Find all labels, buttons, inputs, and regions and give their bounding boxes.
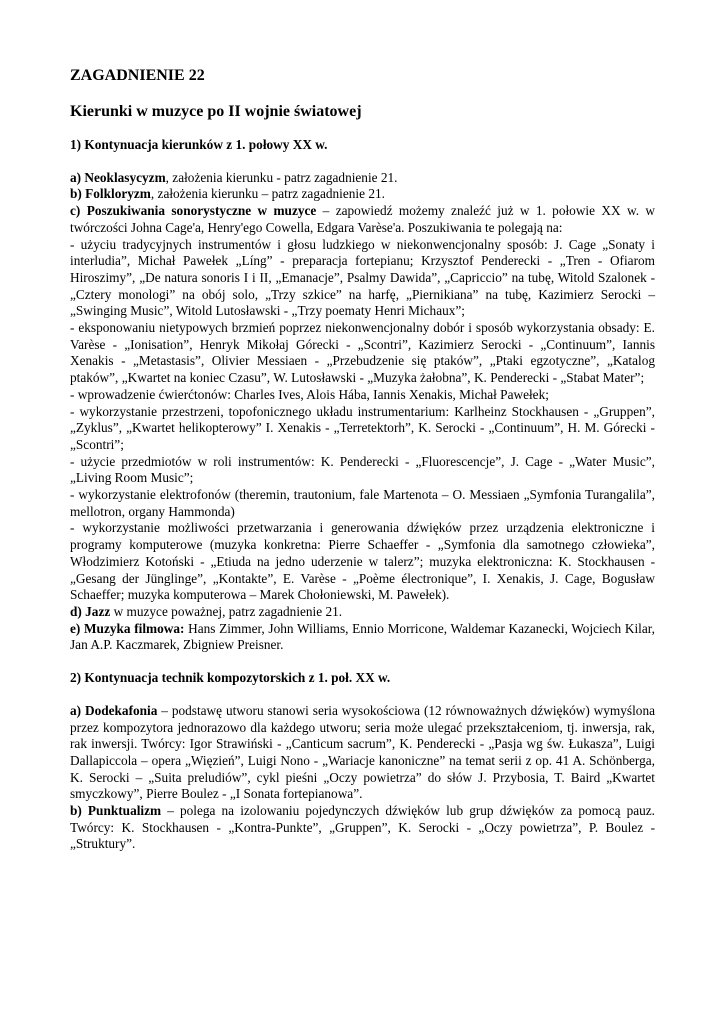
item-punktualizm xyxy=(70,803,655,853)
document-page xyxy=(70,66,655,869)
section-1-body xyxy=(70,170,655,654)
item-text: – podstawę utworu stanowi seria wysokościowa (12 równoważnych dźwięków) wymyślona przez kompozytora jednorazowo dla każdego utworu; seria może ulegać przekształceniom, tj. inwersja, rak, rak inwersji. Twórcy: Igor Strawiński - „Canticum sacrum”, K. Penderecki - „Pasja wg św. Łukasza”, Luigi Dallapiccola – opera „Więzień”, Luigi Nono - „Wariacje kanoniczne” na temat serii z op. 41 A. Schönberga, K. Serocki – „Suita preludiów”, cykl pieśni „Oczy powietrza” do słów J. Przybosia, T. Baird „Kwartet smyczkowy”, Pierre Boulez - „I Sonata fortepianowa”. xyxy=(70,702,655,802)
item-label: a) Dodekafonia xyxy=(70,702,158,718)
item-muzyka-filmowa xyxy=(70,621,655,654)
item-neoklasycyzm xyxy=(70,170,655,187)
item-text: , założenia kierunku - patrz zagadnienie 21. xyxy=(165,169,398,185)
section-1-heading: 1) Kontynuacja kierunków z 1. połowy XX w. xyxy=(70,137,328,152)
list-item: - wykorzystanie elektrofonów (theremin, trautonium, fale Martenota – O. Messiaen „Symfonia Turangalila”, mellotron, organy Hammonda) xyxy=(70,487,655,519)
item-text: , założenia kierunku – patrz zagadnienie 21. xyxy=(150,186,385,202)
item-text: – polega na izolowaniu pojedynczych dźwięków lub grup dźwięków za pomocą pauz. Twórcy: K. Stockhausen - „Kontra-Punkte”, „Gruppen”, K. Serocki - „Oczy powietrza”, P. Boulez - „Struktury”. xyxy=(70,803,656,852)
list-item: - wykorzystanie możliwości przetwarzania i generowania dźwięków przez urządzenia elektroniczne i programy komputerowe (muzyka konkretna: Pierre Schaeffer - „Symfonia dla samotnego człowieka”, Włodzimierz Kotoński - „Etiuda na jedno uderzenie w talerz”; muzyka elektroniczna: K. Stockhausen - „Gesang der Jünglinge”, „Kontakte”, E. Varèse - „Poème électronique”, I. Xenakis, J. Cage, Bogusław Schaeffer; muzyka komputerowa – Marek Chołoniewski, M. Pawełek). xyxy=(70,520,655,603)
section-2-body xyxy=(70,703,655,853)
list-item: - użycie przedmiotów w roli instrumentów: K. Penderecki - „Fluorescencje”, J. Cage - „Water Music”, „Living Room Music”; xyxy=(70,453,655,486)
item-folkloryzm xyxy=(70,186,655,203)
list-item: - wykorzystanie przestrzeni, topofonicznego układu instrumentarium: Karlheinz Stockhausen - „Gruppen”, „Zyklus”, „Kwartet helikopterowy” I. Xenakis - „Terretektorh”, K. Serocki - „Continuum”, H. M. Górecki - „Scontri”; xyxy=(70,403,655,452)
item-label: b) Punktualizm xyxy=(70,803,162,819)
list-item: - wprowadzenie ćwierćtonów: Charles Ives, Alois Hába, Iannis Xenakis, Michał Pawełek; xyxy=(70,386,549,402)
document-title: ZAGADNIENIE 22 xyxy=(70,67,205,84)
item-label: a) Neoklasycyzm xyxy=(70,169,166,185)
section-2-heading: 2) Kontynuacja technik kompozytorskich z 1. poł. XX w. xyxy=(70,670,391,686)
list-item: - użyciu tradycyjnych instrumentów i głosu ludzkiego w niekonwencjonalny sposób: J. Cage „Sonaty i interludia”, Michał Pawełek „Líng” - preparacja fortepianu; Krzysztof Penderecki - „Tren - Ofiarom Hiroszimy”, „De natura sonoris I i II, „Emanacje”, Psalmy Dawida”, „Capriccio” na tubę, Witold Szalonek - „Cztery monologi” na obój solo, „Trzy szkice” na harfę, „Piernikiana” na tubę, Kazimierz Serocki – „Swinging Music”, Witold Lutosławski - „Trzy poematy Henri Michaux”; xyxy=(70,236,655,319)
list-item: - eksponowaniu nietypowych brzmień poprzez niekonwencjonalny dobór i sposób wykorzystania obsady: E. Varèse - „Ionisation”, Henryk Mikołaj Górecki - „Scontri”, Kazimierz Serocki - „Continuum”, Iannis Xenakis - „Metastasis”, Olivier Messiaen - „Przebudzenie się ptaków”, „Ptaki egzotyczne”, „Katalog ptaków”, „Kwartet na koniec Czasu”, W. Lutosławski - „Muzyka żałobna”, K. Penderecki - „Stabat Mater”; xyxy=(70,320,655,386)
item-label: c) Poszukiwania sonorystyczne w muzyce xyxy=(70,203,317,219)
document-subtitle: Kierunki w muzyce po II wojnie światowej xyxy=(70,103,362,120)
item-label: d) Jazz xyxy=(70,603,111,619)
item-label: e) Muzyka filmowa: xyxy=(70,620,185,636)
item-label: b) Folkloryzm xyxy=(70,186,151,202)
item-jazz xyxy=(70,604,655,621)
item-text: Hans Zimmer, John Williams, Ennio Morricone, Waldemar Kazanecki, Wojciech Kilar, Jan A.P. Kaczmarek, Zbigniew Preisner. xyxy=(70,620,655,653)
item-text: w muzyce poważnej, patrz zagadnienie 21. xyxy=(110,603,343,619)
item-sonorystyka xyxy=(70,203,655,236)
item-dodekafonia xyxy=(70,703,655,803)
item-text: – zapowiedź możemy znaleźć już w 1. połowie XX w. w twórczości Johna Cage'a, Henry'ego Cowella, Edgara Varèse'a. Poszukiwania te polegają na: xyxy=(70,203,655,235)
